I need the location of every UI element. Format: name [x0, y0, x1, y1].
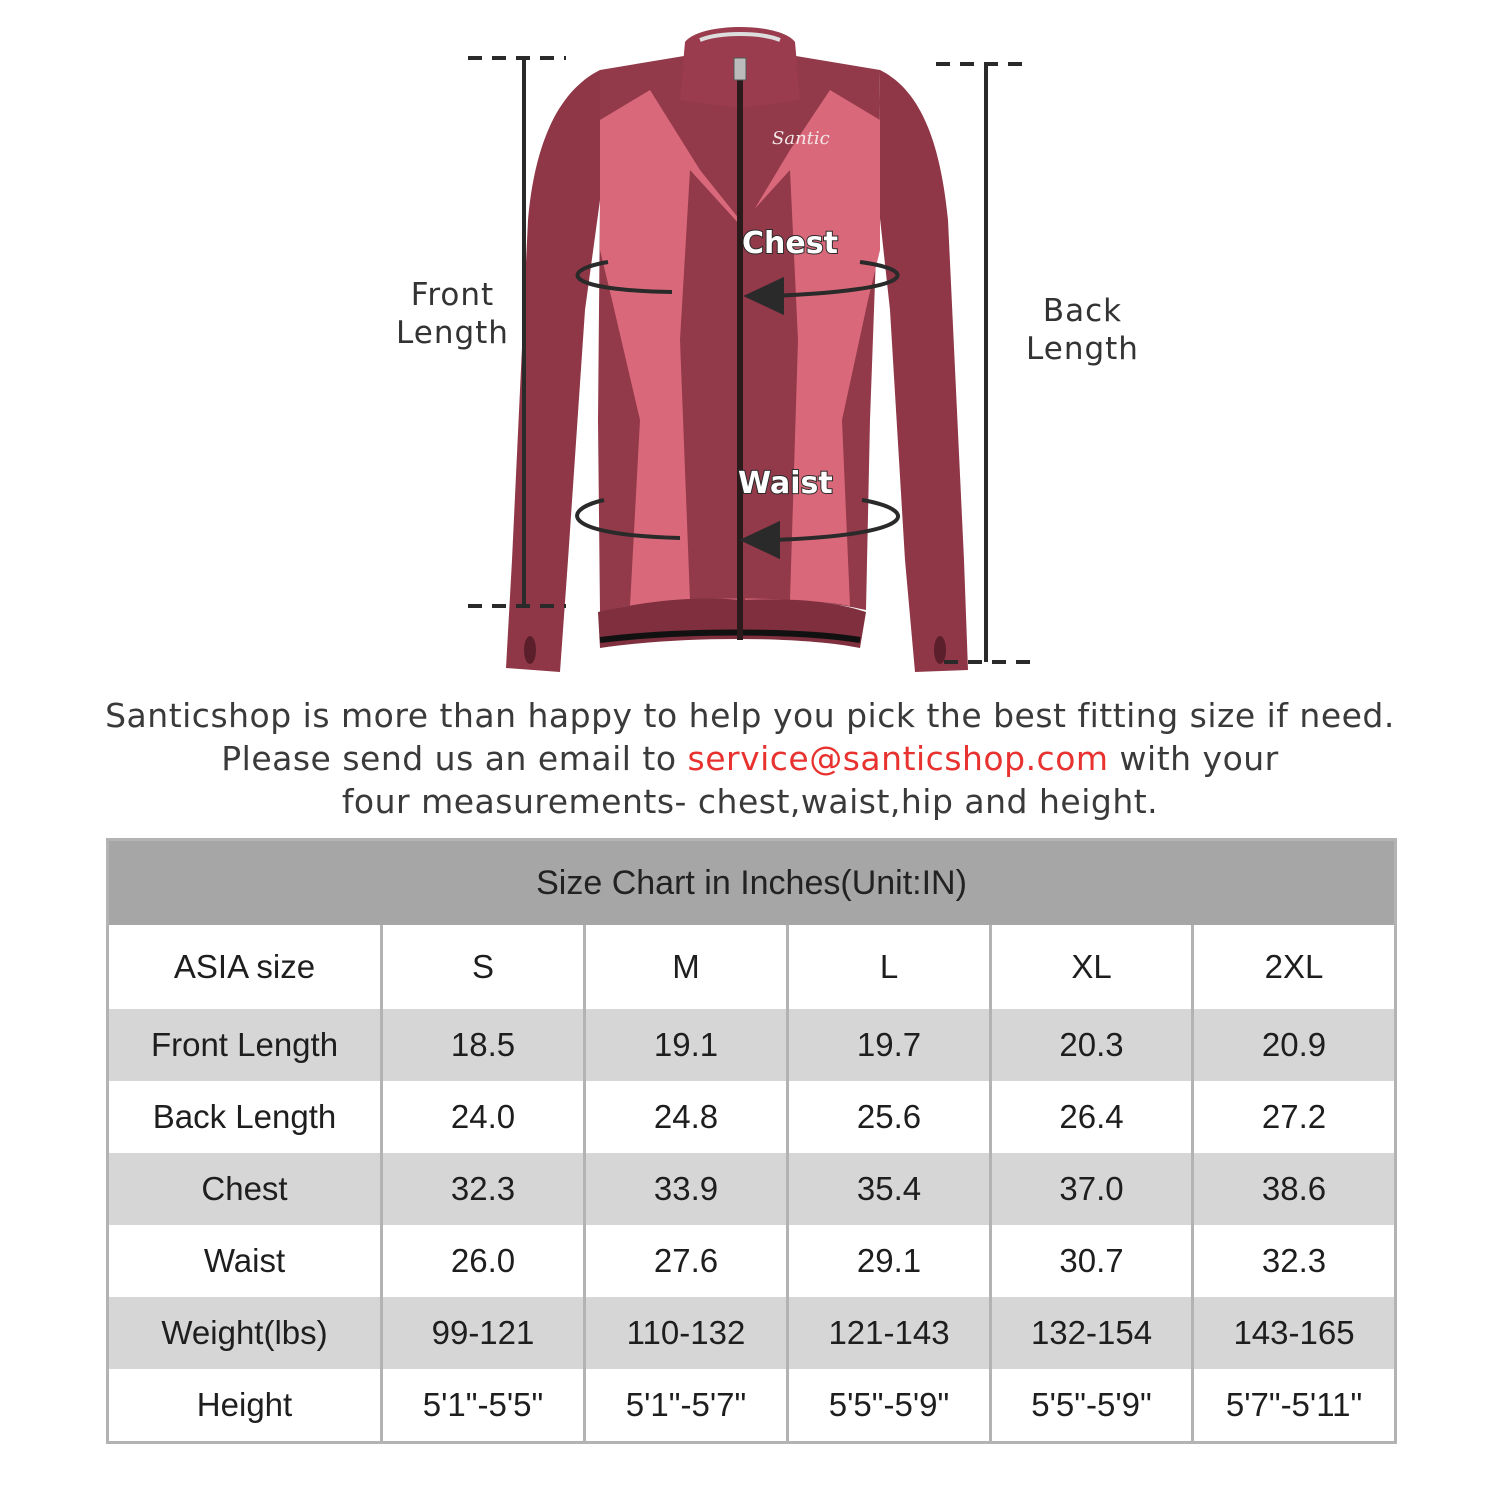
right-sleeve: [878, 70, 968, 672]
help-line-2: Please send us an email to service@santicshop.com with your: [221, 739, 1279, 778]
size-header-cell: L: [788, 925, 991, 1009]
row-label: Waist: [108, 1225, 382, 1297]
size-header-row: [108, 925, 1396, 1009]
table-row: [108, 1369, 1396, 1443]
table-cell: 26.0: [382, 1225, 585, 1297]
table-cell: 30.7: [991, 1225, 1193, 1297]
size-header-label: ASIA size: [108, 925, 382, 1009]
table-cell: 25.6: [788, 1081, 991, 1153]
table-cell: 24.8: [585, 1081, 788, 1153]
table-cell: 32.3: [382, 1153, 585, 1225]
help-line-1: Santicshop is more than happy to help you pick the best fitting size if need.: [105, 696, 1395, 735]
size-header-cell: 2XL: [1193, 925, 1396, 1009]
table-cell: 5'5"-5'9": [788, 1369, 991, 1443]
table-row: [108, 1009, 1396, 1081]
table-cell: 20.9: [1193, 1009, 1396, 1081]
table-row: [108, 1153, 1396, 1225]
size-header-cell: XL: [991, 925, 1193, 1009]
table-cell: 143-165: [1193, 1297, 1396, 1369]
brand-logo: Santic: [772, 128, 830, 149]
left-sleeve: [506, 70, 600, 672]
table-cell: 5'1"-5'5": [382, 1369, 585, 1443]
table-cell: 5'5"-5'9": [991, 1369, 1193, 1443]
front-length-label: [390, 276, 515, 352]
table-row: [108, 1225, 1396, 1297]
table-cell: 29.1: [788, 1225, 991, 1297]
size-header-cell: S: [382, 925, 585, 1009]
back-length-word-2: Length: [1026, 331, 1139, 367]
front-length-word-2: Length: [396, 315, 509, 351]
table-cell: 35.4: [788, 1153, 991, 1225]
table-cell: 37.0: [991, 1153, 1193, 1225]
size-chart-table: [106, 838, 1397, 1444]
hem: [598, 599, 866, 649]
help-line-3: four measurements- chest,waist,hip and height.: [341, 782, 1159, 821]
table-cell: 121-143: [788, 1297, 991, 1369]
table-cell: 132-154: [991, 1297, 1193, 1369]
table-cell: 20.3: [991, 1009, 1193, 1081]
table-cell: 24.0: [382, 1081, 585, 1153]
row-label: Front Length: [108, 1009, 382, 1081]
chest-label: Chest: [742, 226, 838, 261]
row-label: Back Length: [108, 1081, 382, 1153]
row-label: Chest: [108, 1153, 382, 1225]
table-row: [108, 1081, 1396, 1153]
help-message: [0, 694, 1500, 823]
jersey-diagram: [0, 0, 1500, 690]
table-cell: 19.7: [788, 1009, 991, 1081]
back-length-label: [1020, 292, 1145, 368]
waist-label: Waist: [738, 466, 833, 501]
table-cell: 33.9: [585, 1153, 788, 1225]
jersey-illustration: [0, 0, 1500, 690]
table-cell: 38.6: [1193, 1153, 1396, 1225]
table-row: [108, 1297, 1396, 1369]
back-length-word-1: Back: [1042, 293, 1123, 329]
table-cell: 27.6: [585, 1225, 788, 1297]
table-cell: 5'1"-5'7": [585, 1369, 788, 1443]
table-cell: 99-121: [382, 1297, 585, 1369]
service-email-link[interactable]: service@santicshop.com: [687, 739, 1109, 778]
table-cell: 5'7"-5'11": [1193, 1369, 1396, 1443]
front-length-word-1: Front: [410, 277, 495, 313]
table-cell: 32.3: [1193, 1225, 1396, 1297]
table-cell: 26.4: [991, 1081, 1193, 1153]
table-cell: 18.5: [382, 1009, 585, 1081]
table-cell: 19.1: [585, 1009, 788, 1081]
table-cell: 110-132: [585, 1297, 788, 1369]
size-chart-caption: Size Chart in Inches(Unit:IN): [108, 840, 1396, 926]
row-label: Weight(lbs): [108, 1297, 382, 1369]
size-header-cell: M: [585, 925, 788, 1009]
row-label: Height: [108, 1369, 382, 1443]
table-cell: 27.2: [1193, 1081, 1396, 1153]
